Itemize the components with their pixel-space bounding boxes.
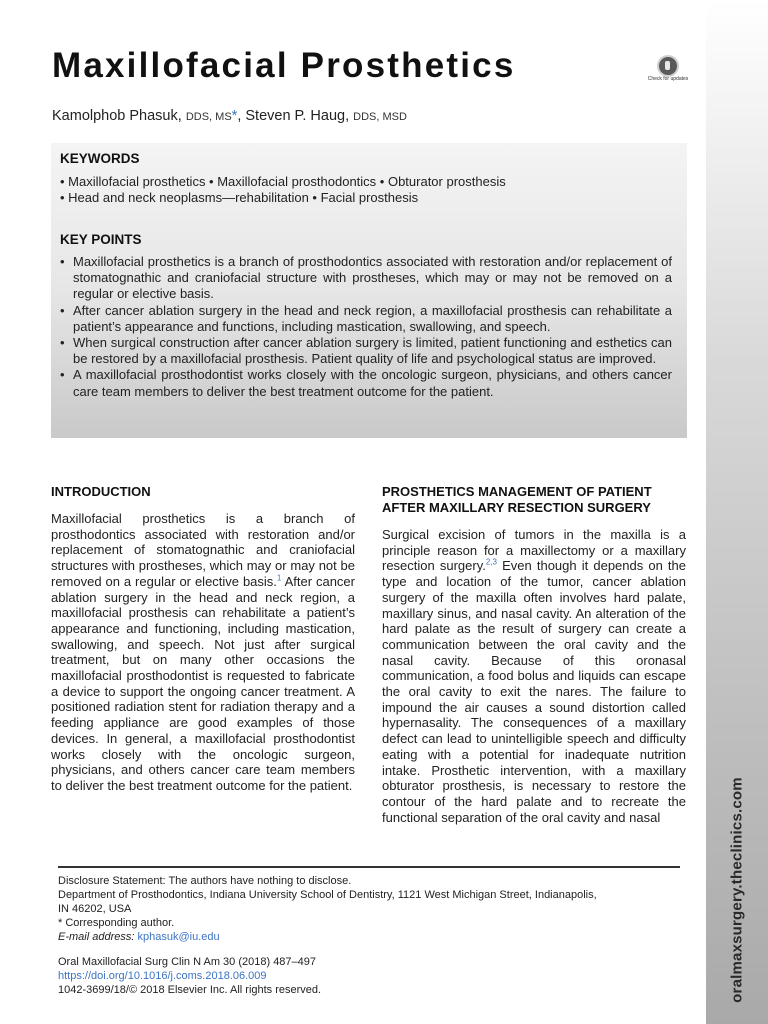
key-point-item: • Maxillofacial prosthetics is a branch of prosthodontics associated with restoration and/or replacement of stomatognathic and craniofacial structure with prostheses, which may or may not be removed on a regular or elective basis. [60, 254, 672, 303]
email-label: E-mail address: [58, 931, 135, 943]
body-text: Even though it depends on the type and location of the tumor, cancer ablation surgery of the maxilla often involves hard palate, maxillary sinus, and nasal cavity. An alteration of the hard palate as the result of surgery can create a communication between the oral cavity and the nasal cavity. Because of this oronasal communication, a food bolus and liquids can escape the oral cavity to exit the nares. The failure to impound the air causes a sound distortion called hypernasality. The consequences of a maxillary defect can lead to unintelligible speech and difficulty eating with a potential for inadequate nutrition intake. Prosthetic intervention, with a maxillary obturator prosthesis, is necessary to restore the contour of the hard palate and to recreate the functional separation of the oral cavity and nasal [382, 558, 687, 825]
section-heading: INTRODUCTION [51, 484, 151, 499]
disclosure-statement: Disclosure Statement: The authors have nothing to disclose. [58, 875, 352, 887]
journal-citation: Oral Maxillofacial Surg Clin N Am 30 (2018) 487–497 [58, 956, 317, 968]
author-name: Steven P. Haug, [245, 108, 350, 124]
body-paragraph [382, 527, 686, 825]
management-section [382, 484, 686, 825]
check-for-updates-button[interactable] [647, 55, 689, 89]
copyright-line: 1042-3699/18/© 2018 Elsevier Inc. All rights reserved. [58, 984, 322, 996]
key-point-item: • A maxillofacial prosthodontist works closely with the oncologic surgeon, physicians, and others cancer care team members to deliver the best treatment outcome for the patient. [60, 367, 672, 399]
author-name: Kamolphob Phasuk, [52, 108, 182, 124]
body-text: After cancer ablation surgery in the head and neck region, a maxillofacial prosthesis can rehabilitate a patient’s appearance and functioning, including mastication, swallowing, and speech. Not just after surgical treatment, but on many other occasions the maxillofacial prosthodontist is requested to fabricate a device to support the ongoing cancer treatment. A positioned radiation stent for radiation therapy and a feeding appliance are good examples of those devices. In general, a maxillofacial prosthodontist works closely with the oncologic surgeon, physicians, and others cancer care team members to deliver the best treatment outcome for the patient. [51, 573, 355, 793]
doi-line [58, 969, 698, 983]
doi-link[interactable]: https://doi.org/10.1016/j.coms.2018.06.009 [58, 970, 267, 982]
body-text: Maxillofacial prosthetics is a branch of prosthodontics associated with restoration and/or replacement of stomatognathic and craniofacial structures with prostheses, which may or may not be removed on a regular or elective basis. [51, 511, 355, 589]
key-points-heading: KEY POINTS [60, 232, 142, 247]
reference-link[interactable]: 2,3 [485, 558, 497, 568]
email-line [58, 930, 698, 944]
check-updates-label: Check for updates [647, 76, 689, 82]
key-point-item: • After cancer ablation surgery in the head and neck region, a maxillofacial prosthesis can rehabilitate a patient’s appearance and functions, including mastication, swallowing, and speech. [60, 303, 672, 335]
affiliation-line: Department of Prosthodontics, Indiana University School of Dentistry, 1121 West Michigan Street, Indianapolis, [58, 889, 597, 901]
bookmark-icon [657, 55, 679, 77]
author-degrees: DDS, MS [185, 111, 232, 123]
keywords-line: • Maxillofacial prosthetics • Maxillofacial prosthodontics • Obturator prosthesis [60, 174, 506, 189]
introduction-section [51, 484, 355, 794]
journal-url-vertical[interactable]: oralmaxsurgery.theclinics.com [728, 777, 746, 1003]
body-text: Surgical excision of tumors in the maxilla is a principle reason for a maxillectomy or a maxillary resection surgery. [382, 527, 686, 574]
author-degrees: DDS, MSD [353, 111, 407, 123]
keywords-heading: KEYWORDS [60, 151, 140, 166]
reference-link[interactable]: 1 [276, 573, 282, 583]
keywords-line: • Head and neck neoplasms—rehabilitation • Facial prosthesis [60, 190, 419, 205]
section-heading: PROSTHETICS MANAGEMENT OF PATIENT AFTER MAXILLARY RESECTION SURGERY [382, 484, 652, 515]
article-title: Maxillofacial Prosthetics [52, 46, 516, 85]
key-points-list [60, 254, 672, 400]
affiliation-line: IN 46202, USA [58, 903, 132, 915]
key-point-item: • When surgical construction after cancer ablation surgery is limited, patient functioning and esthetics can be restored by a maxillofacial prosthesis. Patient quality of life and psychological status are improved. [60, 335, 672, 367]
footer-divider [58, 866, 680, 868]
body-paragraph [51, 511, 355, 794]
corresponding-author-mark[interactable]: * [231, 108, 238, 124]
author-line: Kamolphob Phasuk, DDS, MS*, Steven P. Haug, DDS, MSD [52, 108, 407, 124]
corresponding-note: * Corresponding author. [58, 917, 175, 929]
email-link[interactable]: kphasuk@iu.edu [137, 931, 220, 943]
